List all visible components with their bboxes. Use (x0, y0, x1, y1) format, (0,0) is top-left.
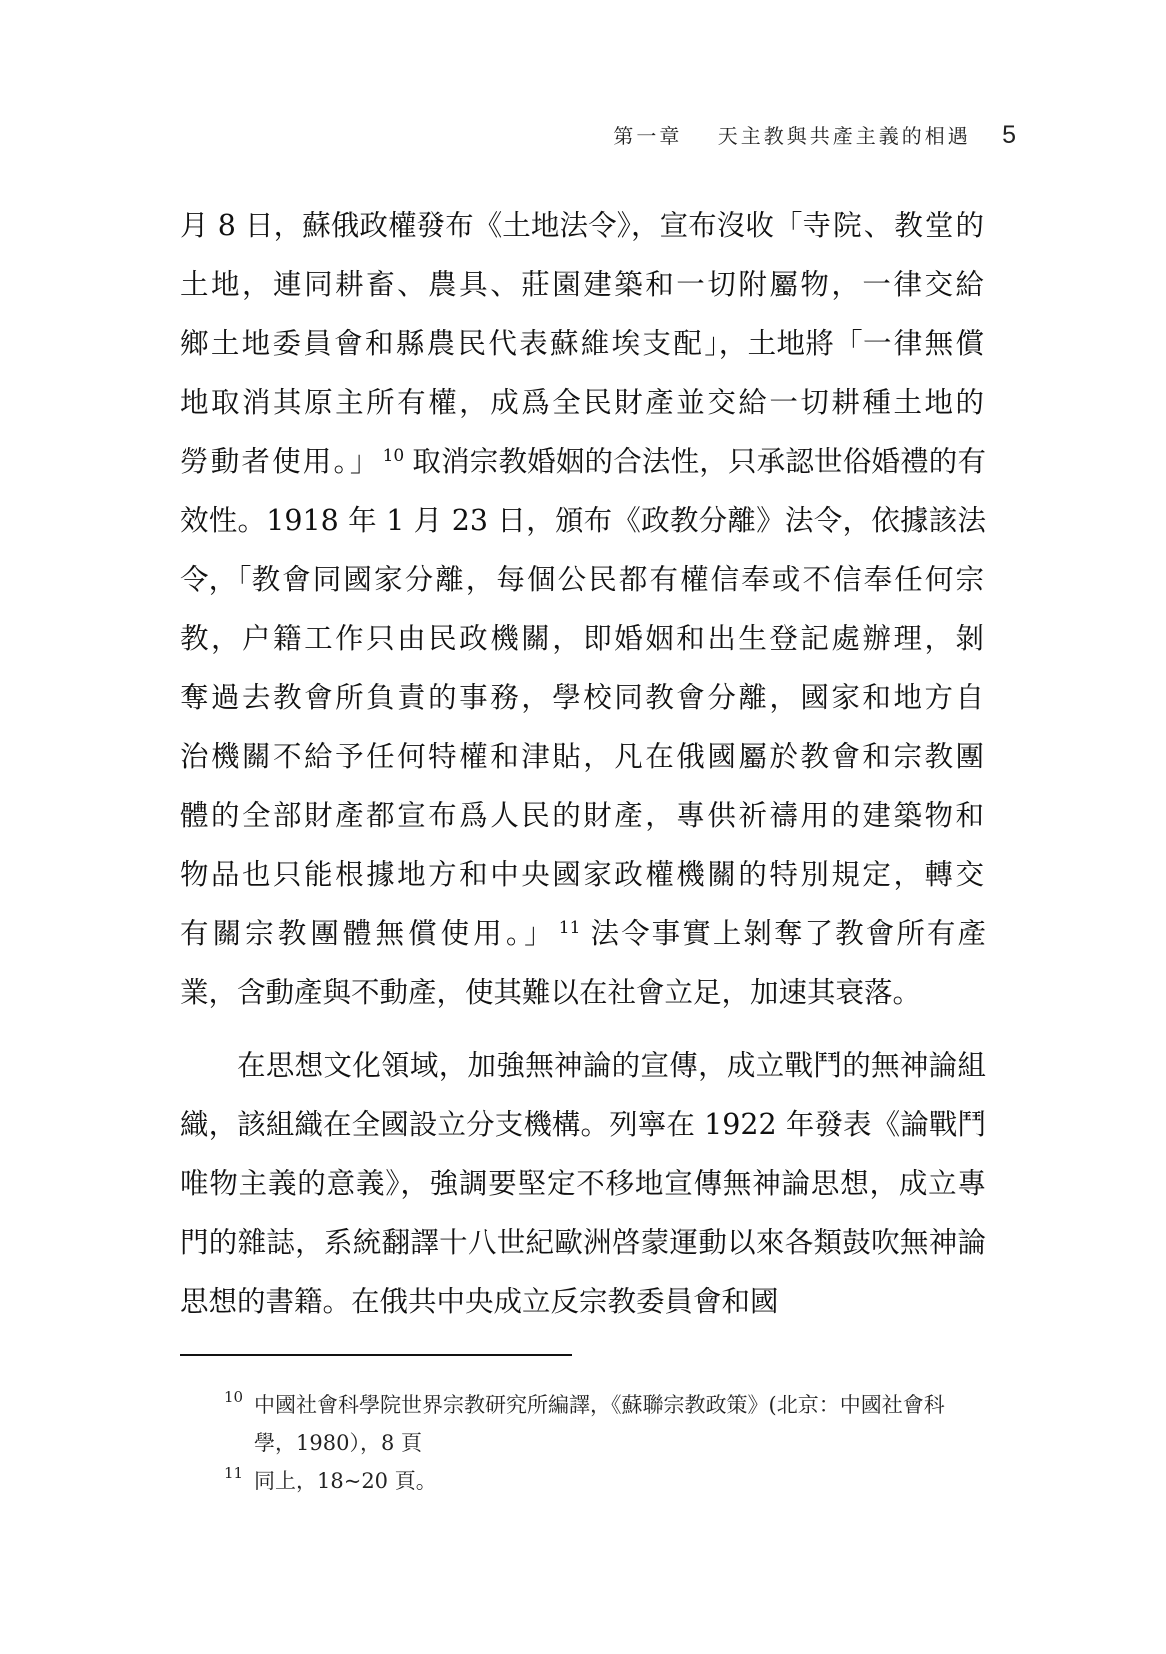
quotation: 寺院、教堂的土地，連同耕畜、農具、莊園建築和一切附屬物，一律交給鄉土地委員會和縣農民代表蘇維埃支配 (180, 209, 986, 360)
footnote-ref[interactable]: 10 (382, 445, 405, 466)
footnotes (224, 1386, 964, 1500)
footnote-text: 中國社會科學院世界宗教研究所編譯，《蘇聯宗教政策》(北京：中國社會科學，1980），8 頁 (254, 1393, 945, 1455)
text-segment: 法令事實上剝奪了教會所有產業，含動產與不動產，使其難以在社會立足，加速其衰落。 (180, 917, 986, 1009)
running-header (613, 120, 1016, 150)
footnote-number: 10 (224, 1388, 244, 1406)
footnote-ref[interactable]: 11 (558, 917, 581, 938)
quotation: 一律無償地取消其原主所有權，成爲全民財產並交給一切耕種土地的勞動者使用。 (180, 327, 986, 478)
footnote-divider (180, 1354, 572, 1356)
paragraph-2: 在思想文化領域，加強無神論的宣傳，成立戰鬥的無神論組織，該組織在全國設立分支機構。列寧在 1922 年發表《論戰鬥唯物主義的意義》，強調要堅定不移地宣傳無神論思想，成立專門的雜誌，系統翻譯十八世紀歐洲啓蒙運動以來各類鼓吹無神論思想的書籍。在俄共中央成立反宗教委員會和國 (180, 1049, 986, 1318)
footnote (224, 1386, 964, 1462)
chapter-label: 第一章 (613, 124, 683, 148)
footnote-text: 同上，18~20 頁。 (254, 1469, 437, 1493)
footnote (224, 1462, 964, 1500)
text-segment: 」，土地將「 (704, 327, 863, 360)
text-segment: 」 (349, 445, 379, 478)
text-segment: 」 (524, 917, 555, 950)
body-text (180, 196, 986, 1331)
paragraph-1 (180, 196, 986, 1022)
chapter-title: 天主教與共產主義的相遇 (717, 124, 971, 148)
page-number: 5 (1002, 121, 1016, 149)
footnote-number: 11 (224, 1464, 244, 1482)
quotation: 教會同國家分離，每個公民都有權信奉或不信奉任何宗教，户籍工作只由民政機關，即婚姻和出生登記處辦理，剝奪過去教會所負責的事務，學校同教會分離，國家和地方自治機關不給予任何特權和津貼，凡在俄國屬於教會和宗教團體的全部財產都宣布爲人民的財產，專供祈禱用的建築物和物品也只能根據地方和中央國家政權機關的特別規定，轉交有關宗教團體無償使用。 (180, 563, 986, 950)
text-segment: 取消宗教婚姻的合法性，只承認世俗婚禮的有效性。1918 年 1 月 23 日，頒布《政教分離》法令，依據該法令，「 (180, 445, 986, 596)
text-segment: 月 8 日，蘇俄政權發布《土地法令》，宣布沒收「 (180, 209, 803, 242)
